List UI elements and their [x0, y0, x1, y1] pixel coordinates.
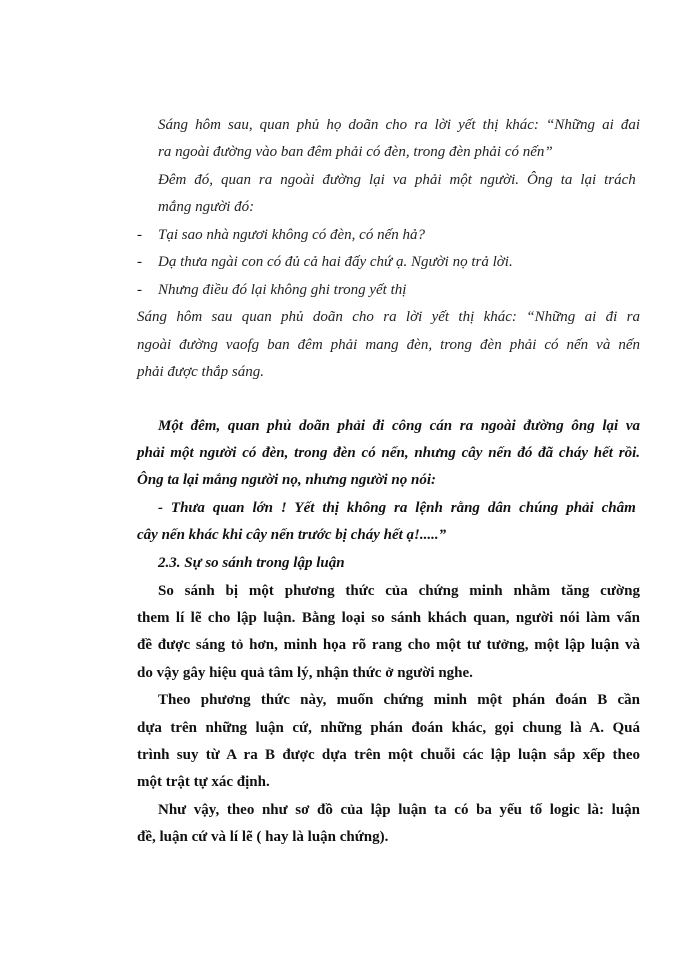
story-line: Ông ta lại mắng người nọ, nhưng người nọ nói: [137, 472, 436, 488]
story-line: Một đêm, quan phủ doãn phải đi công cán ra ngoài đường ông lại va [158, 418, 640, 434]
body-line: them lí lẽ cho lập luận. Bằng loại so sánh khách quan, người nói làm vấn [137, 610, 640, 626]
story-line: ngoài đường vaofg ban đêm phải mang đèn, trong đèn phải có nến và nến [137, 337, 640, 353]
dialogue-item: Nhưng điều đó lại không ghi trong yết thị [158, 282, 407, 298]
dialogue-item: Dạ thưa ngài con có đủ cả hai đấy chứ ạ. Người nọ trả lời. [158, 254, 513, 270]
body-line: trình suy từ A ra B được dựa trên một chuỗi các lập luận sắp xếp theo [137, 747, 640, 763]
list-dash: - [137, 282, 142, 298]
body-line: Theo phương thức này, muốn chứng minh một phán đoán B cần [158, 692, 640, 708]
body-line: đề được sáng tỏ hơn, minh họa rõ rang cho một tư tưởng, một lập luận và [137, 637, 640, 653]
story-line: ra ngoài đường vào ban đêm phải có đèn, trong đèn phải có nến” [158, 144, 553, 160]
body-line: do vậy gây hiệu quả tâm lý, nhận thức ở người nghe. [137, 665, 473, 681]
body-line: So sánh bị một phương thức của chứng minh nhằm tăng cường [158, 583, 640, 599]
story-line: phải được thắp sáng. [137, 364, 265, 380]
section-heading: 2.3. Sự so sánh trong lập luận [158, 555, 345, 571]
story-line: cây nến khác khi cây nến trước bị cháy hết ạ!.....” [137, 527, 447, 543]
body-line: Như vậy, theo như sơ đồ của lập luận ta có ba yếu tố logic là: luận [158, 802, 640, 818]
story-line: Sáng hôm sau quan phủ doãn cho ra lời yết thị khác: “Những ai đi ra [137, 309, 640, 325]
list-dash: - [137, 227, 142, 243]
dialogue-item: Tại sao nhà ngươi không có đèn, có nến hả? [158, 227, 425, 243]
list-dash: - [137, 254, 142, 270]
body-line: đề, luận cứ và lí lẽ ( hay là luận chứng). [137, 829, 389, 845]
story-line: - Thưa quan lớn ! Yết thị không ra lệnh rằng dân chúng phải châm [158, 500, 636, 516]
story-line: mắng người đó: [158, 199, 255, 215]
body-line: dựa trên những luận cứ, những phán đoán khác, gọi chung là A. Quá [137, 720, 640, 736]
body-line: một trật tự xác định. [137, 774, 270, 790]
story-line: Đêm đó, quan ra ngoài đường lại va phải một người. Ông ta lại trách [158, 172, 636, 188]
story-line: Sáng hôm sau, quan phủ họ doãn cho ra lời yết thị khác: “Những ai đai [158, 117, 640, 133]
story-line: phải một người có đèn, trong đèn có nến, nhưng cây nến đó đã cháy hết rồi. [137, 445, 640, 461]
